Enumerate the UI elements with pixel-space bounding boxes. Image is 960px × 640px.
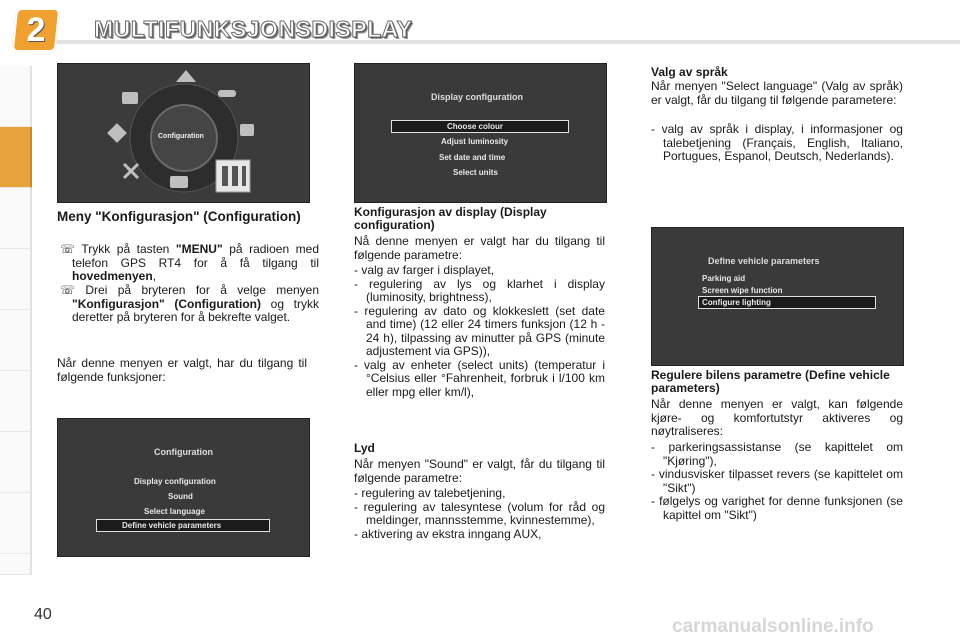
list-item: - regulering av dato og klokkeslett (set date and time) (12 eller 24 timers funksjon (12 h - 24 h), tilpassing av minutter på GPS (minute adjustement via GPS)), bbox=[354, 303, 605, 358]
phone-icon: ☏ bbox=[60, 283, 86, 297]
side-tab-3[interactable] bbox=[0, 188, 32, 249]
menu-title: Configuration bbox=[154, 447, 213, 457]
menu-item: Display configuration bbox=[134, 477, 216, 486]
sound-parameter-list bbox=[354, 487, 605, 541]
heading-configuration-menu: Meny "Konfigurasjon" (Configuration) bbox=[57, 209, 301, 224]
list-item: - aktivering av ekstra inngang AUX, bbox=[354, 526, 542, 541]
wheel-center-label: Configuration bbox=[158, 133, 204, 140]
bullet-select-menu: ☏ Drei på bryteren for å velge menyen "Konfigurasjon" (Configuration) og trykk deretter på bryteren for å bekrefte valget. bbox=[60, 283, 319, 324]
list-item: - valg av enheter (select units) (temperatur i °Celsius eller °Fahrenheit, forbruk i l/100 km eller mpg eller km/l), bbox=[354, 357, 605, 399]
menu-item-selected: Configure lighting bbox=[702, 298, 771, 307]
menu-title: Display configuration bbox=[431, 92, 524, 102]
heading-select-language: Valg av språk bbox=[651, 65, 728, 79]
heading-display-configuration: Konfigurasjon av display (Display configuration) bbox=[354, 205, 547, 232]
list-item: - valg av farger i displayet, bbox=[354, 263, 495, 277]
page-title: MULTIFUNKSJONSDISPLAY bbox=[94, 16, 413, 42]
menu-item: Parking aid bbox=[702, 274, 746, 283]
side-tab-1[interactable] bbox=[0, 66, 32, 127]
list-item: - følgelys og varighet for denne funksjonen (se kapittel om "Sikt") bbox=[651, 494, 903, 522]
display-parameter-list bbox=[354, 264, 605, 399]
language-list bbox=[651, 123, 903, 164]
menu-item: Select units bbox=[453, 168, 498, 177]
vehicle-parameters-image bbox=[651, 227, 904, 366]
side-tab-2-active[interactable] bbox=[0, 127, 32, 188]
menu-item: Set date and time bbox=[439, 153, 506, 162]
vehicle-parameter-list bbox=[651, 441, 903, 522]
configuration-menu-image bbox=[57, 418, 310, 557]
menu-item: Adjust luminosity bbox=[441, 137, 509, 146]
heading-vehicle-parameters: Regulere bilens parametre (Define vehicle parameters) bbox=[651, 368, 890, 395]
menu-item-selected: Choose colour bbox=[447, 122, 504, 131]
side-tab-5[interactable] bbox=[0, 310, 32, 371]
list-item: - valg av språk i display, i informasjoner og talebetjening (Français, English, Italiano, Portugues, Espanol, Deutsch, Nederlands). bbox=[651, 122, 903, 163]
chapter-number: 2 bbox=[26, 11, 46, 49]
side-tab-4[interactable] bbox=[0, 249, 32, 310]
heading-sound: Lyd bbox=[354, 441, 375, 455]
language-intro: Når menyen "Select language" (Valg av språk) er valgt, får du tilgang til følgende parametere: bbox=[651, 79, 903, 107]
side-tab-6[interactable] bbox=[0, 371, 32, 432]
list-item: - regulering av talebetjening, bbox=[354, 486, 506, 500]
menu-item-selected: Define vehicle parameters bbox=[122, 521, 222, 530]
display-configuration-image bbox=[354, 63, 607, 203]
menu-item: Sound bbox=[168, 492, 193, 501]
bullet-press-menu: ☏ Trykk på tasten "MENU" på radioen med telefon GPS RT4 for å få tilgang til hovedmenyen, bbox=[60, 242, 320, 283]
list-item: - regulering av talesyntese (volum for råd og meldinger, mannsstemme, kvinnestemme), bbox=[354, 499, 605, 527]
side-tab-9[interactable] bbox=[0, 554, 32, 575]
watermark-site: carmanualsonline.info bbox=[672, 616, 874, 637]
list-item: - vindusvisker tilpasset revers (se kapittelet om "Sikt") bbox=[651, 467, 903, 495]
menu-title: Define vehicle parameters bbox=[708, 256, 820, 266]
sound-intro: Når menyen "Sound" er valgt, får du tilgang til følgende parametre: bbox=[354, 457, 605, 485]
menu-item: Select language bbox=[144, 507, 205, 516]
configuration-wheel-image bbox=[57, 63, 310, 203]
side-tab-8[interactable] bbox=[0, 493, 32, 554]
vehicle-intro: Når denne menyen er valgt, kan følgende kjøre- og komfortutstyr aktiveres og nøytraliseres: bbox=[651, 397, 903, 438]
list-item: - regulering av lys og klarhet i display (luminosity, brightness), bbox=[354, 276, 605, 304]
side-tab-7[interactable] bbox=[0, 432, 32, 493]
display-intro: Nå denne menyen er valgt har du tilgang til følgende parametre: bbox=[354, 234, 605, 262]
page-number: 40 bbox=[34, 606, 52, 623]
list-item: - parkeringsassistanse (se kapittelet om "Kjøring"), bbox=[651, 440, 903, 468]
phone-icon: ☏ bbox=[60, 242, 82, 256]
intro-paragraph: Når denne menyen er valgt, har du tilgang til følgende funksjoner: bbox=[57, 356, 307, 384]
menu-item: Screen wipe function bbox=[702, 286, 783, 295]
